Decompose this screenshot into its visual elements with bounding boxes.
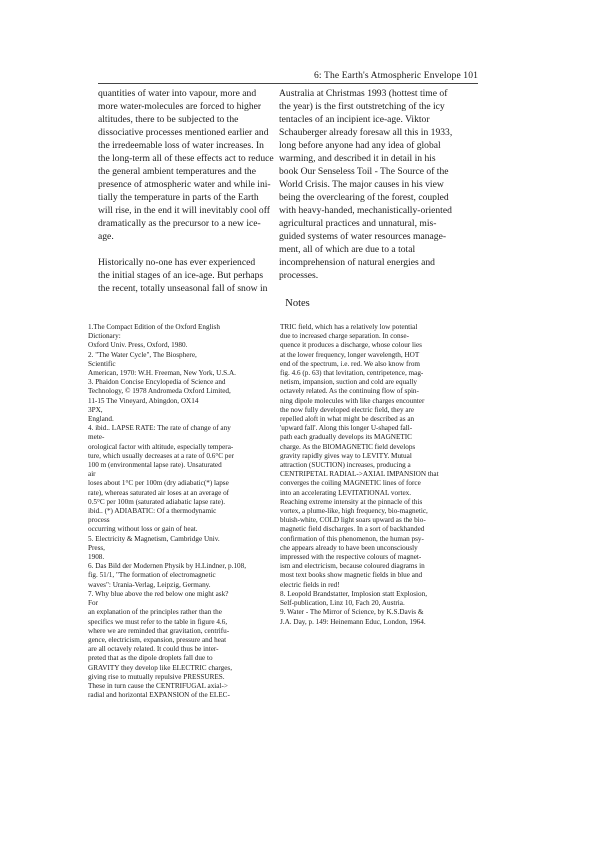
- notes-column-left: [88, 323, 264, 700]
- note-item: 8. Leopold Brandstatter, Implosion statt Explosion, Self-publication, Linz 10, Fach 20, Austria.: [280, 589, 428, 608]
- note-item: 7. Why blue above the red below one might ask? For an explanation of the principles rather than the specifics we must refer to the table in figure 4.6, where we are reminded that gravitation, centrifu- gence, electricism, expansion, pressure and heat are all octavely related. It could thus be inter- preted that as the dipole droplets fall due to GRAVITY they develop like ELECTRIC charges, giving rise to mutually repulsive PRESSURES. These in turn cause the CENTRIFUGAL axial-> radial and horizontal EXPANSION of the ELEC-: [88, 589, 232, 700]
- running-header: 6: The Earth's Atmospheric Envelope 101: [314, 70, 478, 81]
- body-column-right: [279, 87, 471, 282]
- note-item: 4. ibid.. LAPSE RATE: The rate of change of any mete- orological factor with altitude, especially tempera- ture, which usually decreases at a rate of 0.6°C per 100 m (environmental lapse rate). Unsaturated air loses about 1°C per 100m (dry adiabatic(*) lapse rate), whereas saturated air loses at an average of 0.5°C per 100m (saturated adiabatic lapse rate). ibid.. (*) ADIABATIC: Of a thermodynamic process occurring without loss or gain of heat.: [88, 424, 234, 534]
- note-item: 6. Das Bild der Modernen Physik by H.Lindner, p.108, fig. 51/1, "The formation of electromagnetic waves": Urania-Verlag, Leipzig, Germany.: [88, 562, 247, 589]
- body-paragraph: quantities of water into vapour, more and more water-molecules are forced to higher altitudes, there to be subjected to the dissociative processes mentioned earlier and the irredeemable loss of water increases. In the long-term all of these effects act to reduce the general ambient temperatures and the presence of atmospheric water and while ini- tially the temperature in parts of the Earth will rise, in the end it will inevitably cool off dramatically as the precursor to a new ice- age.: [98, 88, 274, 242]
- note-item: 2. "The Water Cycle", The Biosphere, Scientific American, 1970: W.H. Freeman, New York, U.S.A.: [88, 350, 236, 378]
- note-item: 9. Water - The Mirror of Science, by K.S.Davis & J.A. Day, p. 149: Heinemann Educ, London, 1964.: [280, 608, 426, 626]
- note-item: 5. Electricity & Magnetism, Cambridge Univ. Press, 1908.: [88, 534, 220, 562]
- note-item: TRIC field, which has a relatively low potential due to increased charge separation. In conse- quence it produces a discharge, whose colour lies at the lower frequency, longer wavelength, HOT end of the spectrum, i.e. red. We also know from fig. 4.6 (p. 63) that levitation, centripetence, mag- netism, impansion, suction and cold are equally octavely related. As the continuing flow of spin- ning dipole molecules with like charges encounter the now fully developed electric field, they are repelled aloft in what might be described as an 'upward fall'. Along this longer U-shaped fall- path each gradually develops its MAGNETIC charge. As the BIOMAGNETIC field develops gravity rapidly gives way to LEVITY. Mutual attraction (SUCTION) increases, producing a CENTRIPETAL RADIAL->AXIAL IMPANSION that converges the coiling MAGNETIC lines of force into an accelerating LEVITATIONAL vortex. Reaching extreme intensity at the pinnacle of this vortex, a plume-like, high frequency, bio-magnetic, bluish-white, COLD light soars upward as the bio- magnetic field discharges. In a sort of backhanded confirmation of this phenomenon, the human psy- che appears already to have been unconsciously impressed with the respective colours of magnet- ism and electricism, because coloured diagrams in most text books show magnetic fields in blue and electric fields in red!: [280, 323, 439, 589]
- body-column-left: [98, 87, 282, 295]
- notes-title: Notes: [285, 298, 310, 309]
- body-paragraph: Historically no-one has ever experienced the initial stages of an ice-age. But perhaps the recent, totally unseasonal fall of snow in: [98, 257, 268, 294]
- note-item: 1.The Compact Edition of the Oxford English Dictionary: Oxford Univ. Press, Oxford, 1980.: [88, 323, 220, 350]
- body-paragraph: Australia at Christmas 1993 (hottest time of the year) is the first outstretching of the icy tentacles of an incipient ice-age. Viktor Schauberger already foresaw all this in 1933, long before anyone had any idea of global warming, and described it in detail in his book Our Senseless Toil - The Source of the World Crisis. The major causes in his view being the overclearing of the forest, coupled with heavy-handed, mechanistically-oriented agricultural practices and unnatural, mis- guided systems of water resources manage- ment, all of which are due to a total incomprehension of natural energies and processes.: [279, 88, 453, 281]
- header-rule: [98, 83, 478, 84]
- notes-column-right: [280, 323, 466, 627]
- note-item: 3. Phaidon Concise Encylopedia of Science and Technology, © 1978 Andromeda Oxford Limited, 11-15 The Vineyard, Abingdon, OX14 3PX, England.: [88, 378, 231, 424]
